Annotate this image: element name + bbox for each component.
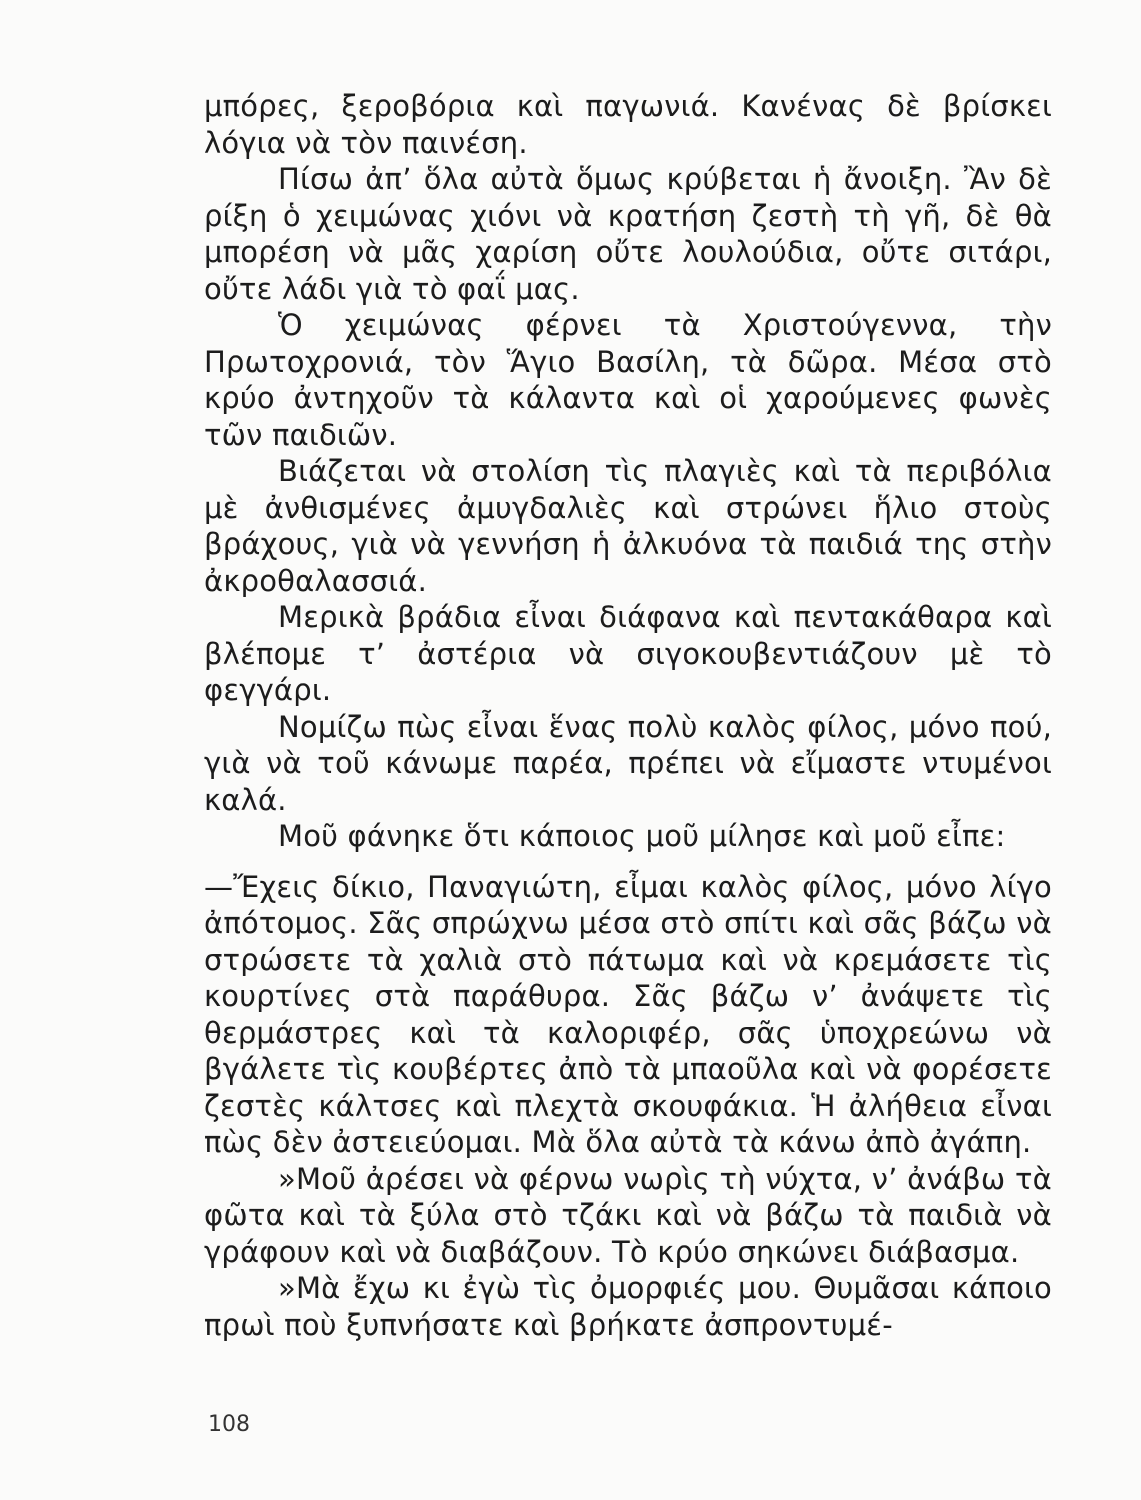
paragraph: Μερικὰ βράδια εἶναι διάφανα καὶ πεντακάθαρα καὶ βλέπομε τ’ ἀστέρια νὰ σιγοκουβεντιάζουν μὲ τὸ φεγγάρι. (204, 600, 1052, 707)
paragraph: Ὁ χειμώνας φέρνει τὰ Χριστούγεννα, τὴν Πρωτοχρονιά, τὸν Ἅγιο Βασίλη, τὰ δῶρα. Μέσα στὸ κρύο ἀντηχοῦν τὰ κάλαντα καὶ οἱ χαρούμενες φωνὲς τῶν παιδιῶν. (204, 308, 1052, 452)
paragraph: Πίσω ἀπ’ ὅλα αὐτὰ ὅμως κρύβεται ἡ ἄνοιξη. Ἂν δὲ ρίξη ὁ χειμώνας χιόνι νὰ κρατήση ζεστὴ τὴ γῆ, δὲ θὰ μπορέση νὰ μᾶς χαρίση οὔτε λουλούδια, οὔτε σιτάρι, οὔτε λάδι γιὰ τὸ φαΐ μας. (204, 162, 1052, 306)
paragraph: Νομίζω πὼς εἶναι ἕνας πολὺ καλὸς φίλος, μόνο πού, γιὰ νὰ τοῦ κάνωμε παρέα, πρέπει νὰ εἴμαστε ντυμένοι καλά. (204, 709, 1052, 817)
page-number: 108 (208, 1412, 250, 1437)
paragraph: »Μοῦ ἀρέσει νὰ φέρνω νωρὶς τὴ νύχτα, ν’ ἀνάβω τὰ φῶτα καὶ τὰ ξύλα στὸ τζάκι καὶ νὰ βάζω τὰ παιδιὰ νὰ γράφουν καὶ νὰ διαβάζουν. Τὸ κρύο σηκώνει διάβασμα. (204, 1161, 1052, 1269)
paragraph: »Μὰ ἔχω κι ἐγὼ τὶς ὀμορφιές μου. Θυμᾶσαι κάποιο πρωὶ ποὺ ξυπνήσατε καὶ βρήκατε ἀσπροντυμέ- (204, 1271, 1052, 1342)
dialog-paragraph: —Ἔχεις δίκιο, Παναγιώτη, εἶμαι καλὸς φίλος, μόνο λίγο ἀπότομος. Σᾶς σπρώχνω μέσα στὸ σπίτι καὶ σᾶς βάζω νὰ στρώσετε τὰ χαλιὰ στὸ πάτωμα καὶ νὰ κρεμάσετε τὶς κουρτίνες στὰ παράθυρα. Σᾶς βάζω ν’ ἀνάψετε τὶς θερμάστρες καὶ τὰ καλοριφέρ, σᾶς ὑποχρεώνω νὰ βγάλετε τὶς κουβέρτες ἀπὸ τὰ μπαοῦλα καὶ νὰ φορέσετε ζεστὲς κάλτσες καὶ πλεχτὰ σκουφάκια. Ἡ ἀλήθεια εἶναι πὼς δὲν ἀστειεύομαι. Μὰ ὅλα αὐτὰ τὰ κάνω ἀπὸ ἀγάπη. (204, 869, 1052, 1159)
paragraph: μπόρες, ξεροβόρια καὶ παγωνιά. Κανένας δὲ βρίσκει λόγια νὰ τὸν παινέση. (204, 89, 1052, 160)
body-text (204, 88, 1052, 1343)
paragraph: Μοῦ φάνηκε ὅτι κάποιος μοῦ μίλησε καὶ μοῦ εἶπε: (278, 819, 1006, 853)
paragraph: Βιάζεται νὰ στολίση τὶς πλαγιὲς καὶ τὰ περιβόλια μὲ ἀνθισμένες ἀμυγδαλιὲς καὶ στρώνει ἥλιο στοὺς βράχους, γιὰ νὰ γεννήση ἡ ἀλκυόνα τὰ παιδιά της στὴν ἀκροθαλασσιά. (204, 454, 1052, 598)
